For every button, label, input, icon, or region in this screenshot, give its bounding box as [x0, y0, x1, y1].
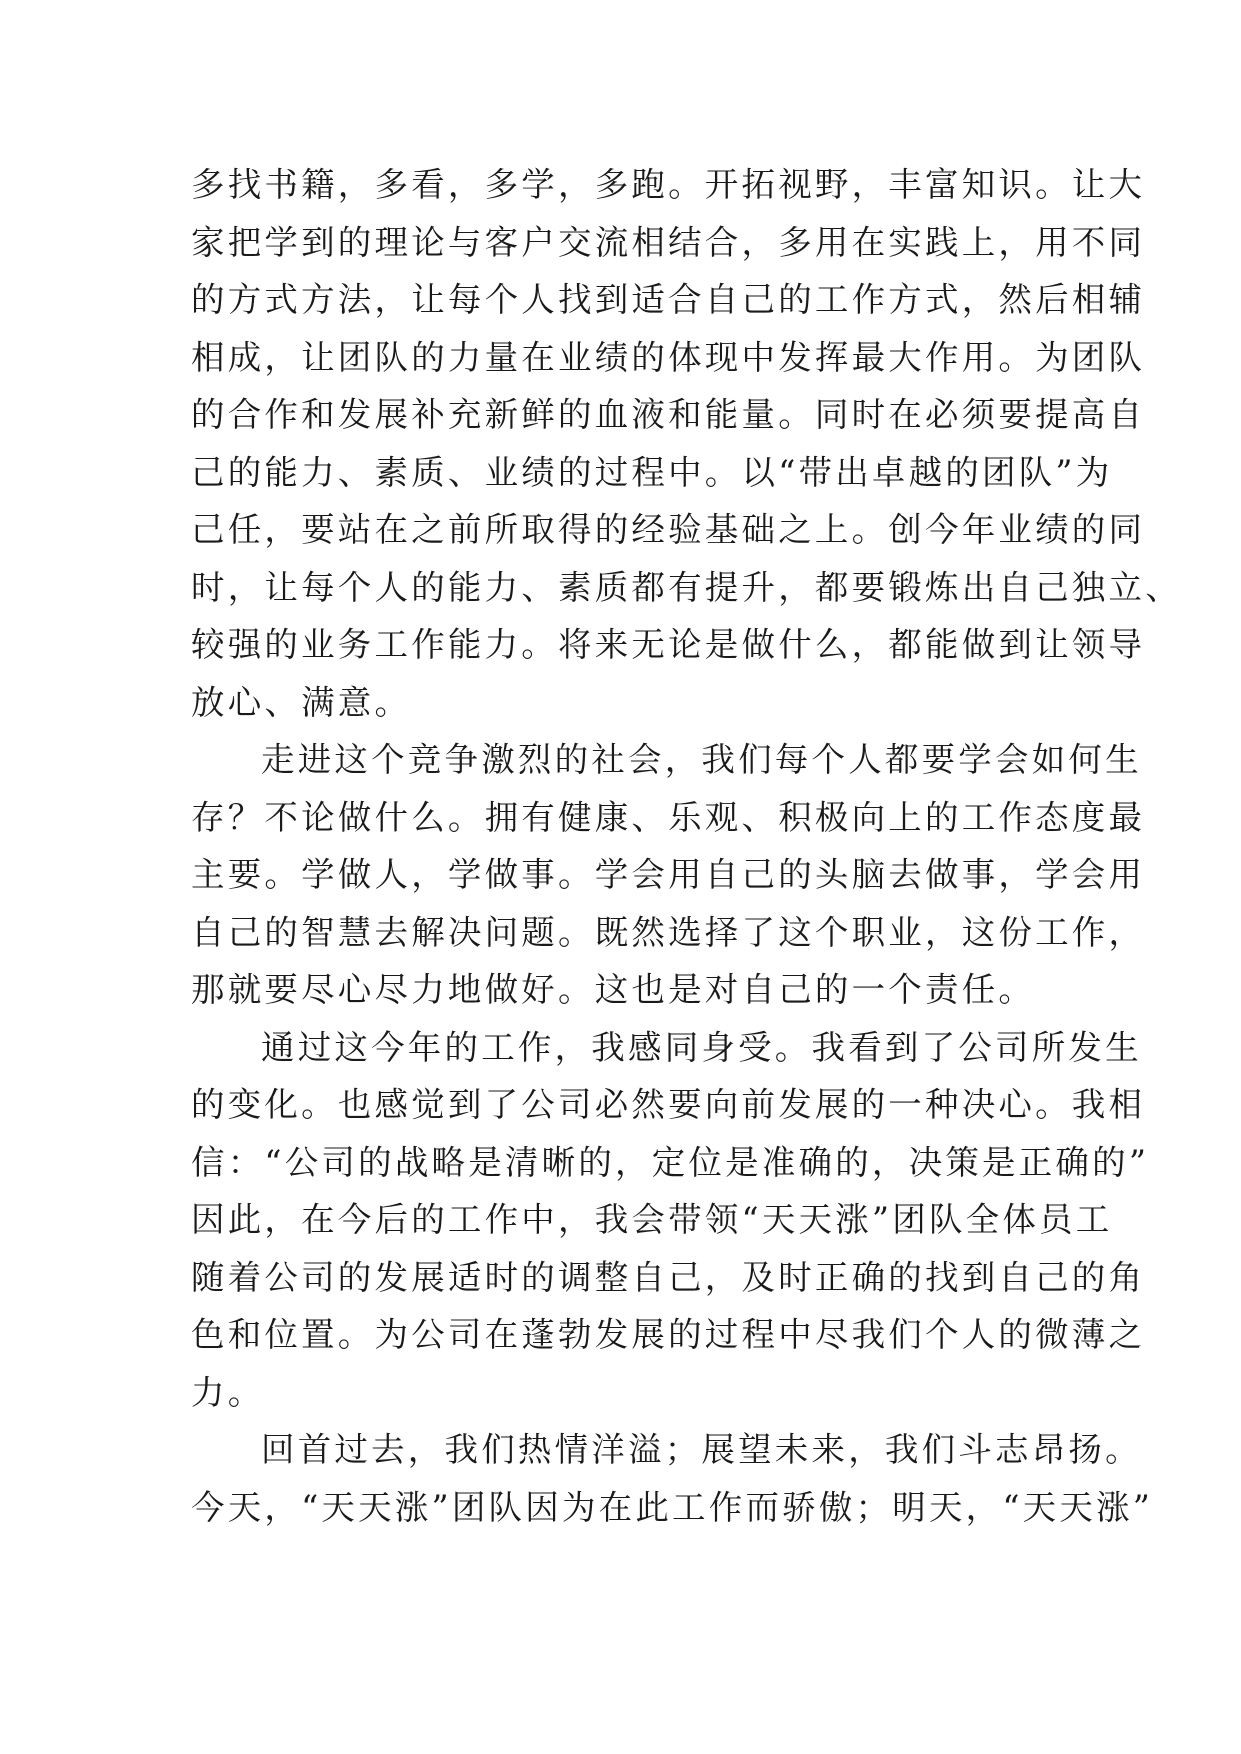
text-line: 家把学到的理论与客户交流相结合，多用在实践上，用不同 — [191, 222, 1146, 262]
text-line: 存？不论做什么。拥有健康、乐观、积极向上的工作态度最 — [191, 797, 1146, 837]
text-line: 较强的业务工作能力。将来无论是做什么，都能做到让领导 — [191, 625, 1146, 664]
text-line: 信：“公司的战略是清晰的，定位是准确的，决策是正确的” — [191, 1142, 1150, 1182]
text-line: 随着公司的发展适时的调整自己，及时正确的找到自己的角 — [191, 1257, 1146, 1297]
text-line: 的方式方法，让每个人找到适合自己的工作方式，然后相辅 — [191, 280, 1146, 319]
text-line: 己任，要站在之前所取得的经验基础之上。创今年业绩的同 — [191, 510, 1146, 549]
text-line: 己的能力、素质、业绩的过程中。以“带出卓越的团队”为 — [191, 452, 1113, 492]
body-text — [191, 156, 1182, 1536]
text-line: 力。 — [191, 1372, 265, 1412]
text-line: 今天，“天天涨”团队因为在此工作而骄傲；明天，“天天涨” — [191, 1487, 1154, 1527]
text-line: 放心、满意。 — [191, 682, 412, 722]
text-line: 主要。学做人，学做事。学会用自己的头脑去做事，学会用 — [191, 855, 1146, 894]
text-line: 自己的智慧去解决问题。既然选择了这个职业，这份工作， — [191, 912, 1146, 952]
text-line: 因此，在今后的工作中，我会带领“天天涨”团队全体员工 — [191, 1200, 1113, 1239]
paragraph-first-line: 通过这今年的工作，我感同身受。我看到了公司所发生 — [261, 1027, 1142, 1067]
text-line: 的变化。也感觉到了公司必然要向前发展的一种决心。我相 — [191, 1085, 1146, 1124]
text-line: 相成，让团队的力量在业绩的体现中发挥最大作用。为团队 — [191, 337, 1146, 377]
text-line: 那就要尽心尽力地做好。这也是对自己的一个责任。 — [191, 970, 1036, 1009]
text-line: 多找书籍，多看，多学，多跑。开拓视野，丰富知识。让大 — [191, 165, 1146, 204]
text-line: 的合作和发展补充新鲜的血液和能量。同时在必须要提高自 — [191, 395, 1146, 434]
text-line: 时，让每个人的能力、素质都有提升，都要锻炼出自己独立、 — [191, 567, 1182, 607]
paragraph-first-line: 走进这个竞争激烈的社会，我们每个人都要学会如何生 — [261, 740, 1142, 779]
text-line: 色和位置。为公司在蓬勃发展的过程中尽我们个人的微薄之 — [191, 1315, 1146, 1354]
paragraph-first-line: 回首过去，我们热情洋溢；展望未来，我们斗志昂扬。 — [261, 1430, 1142, 1469]
